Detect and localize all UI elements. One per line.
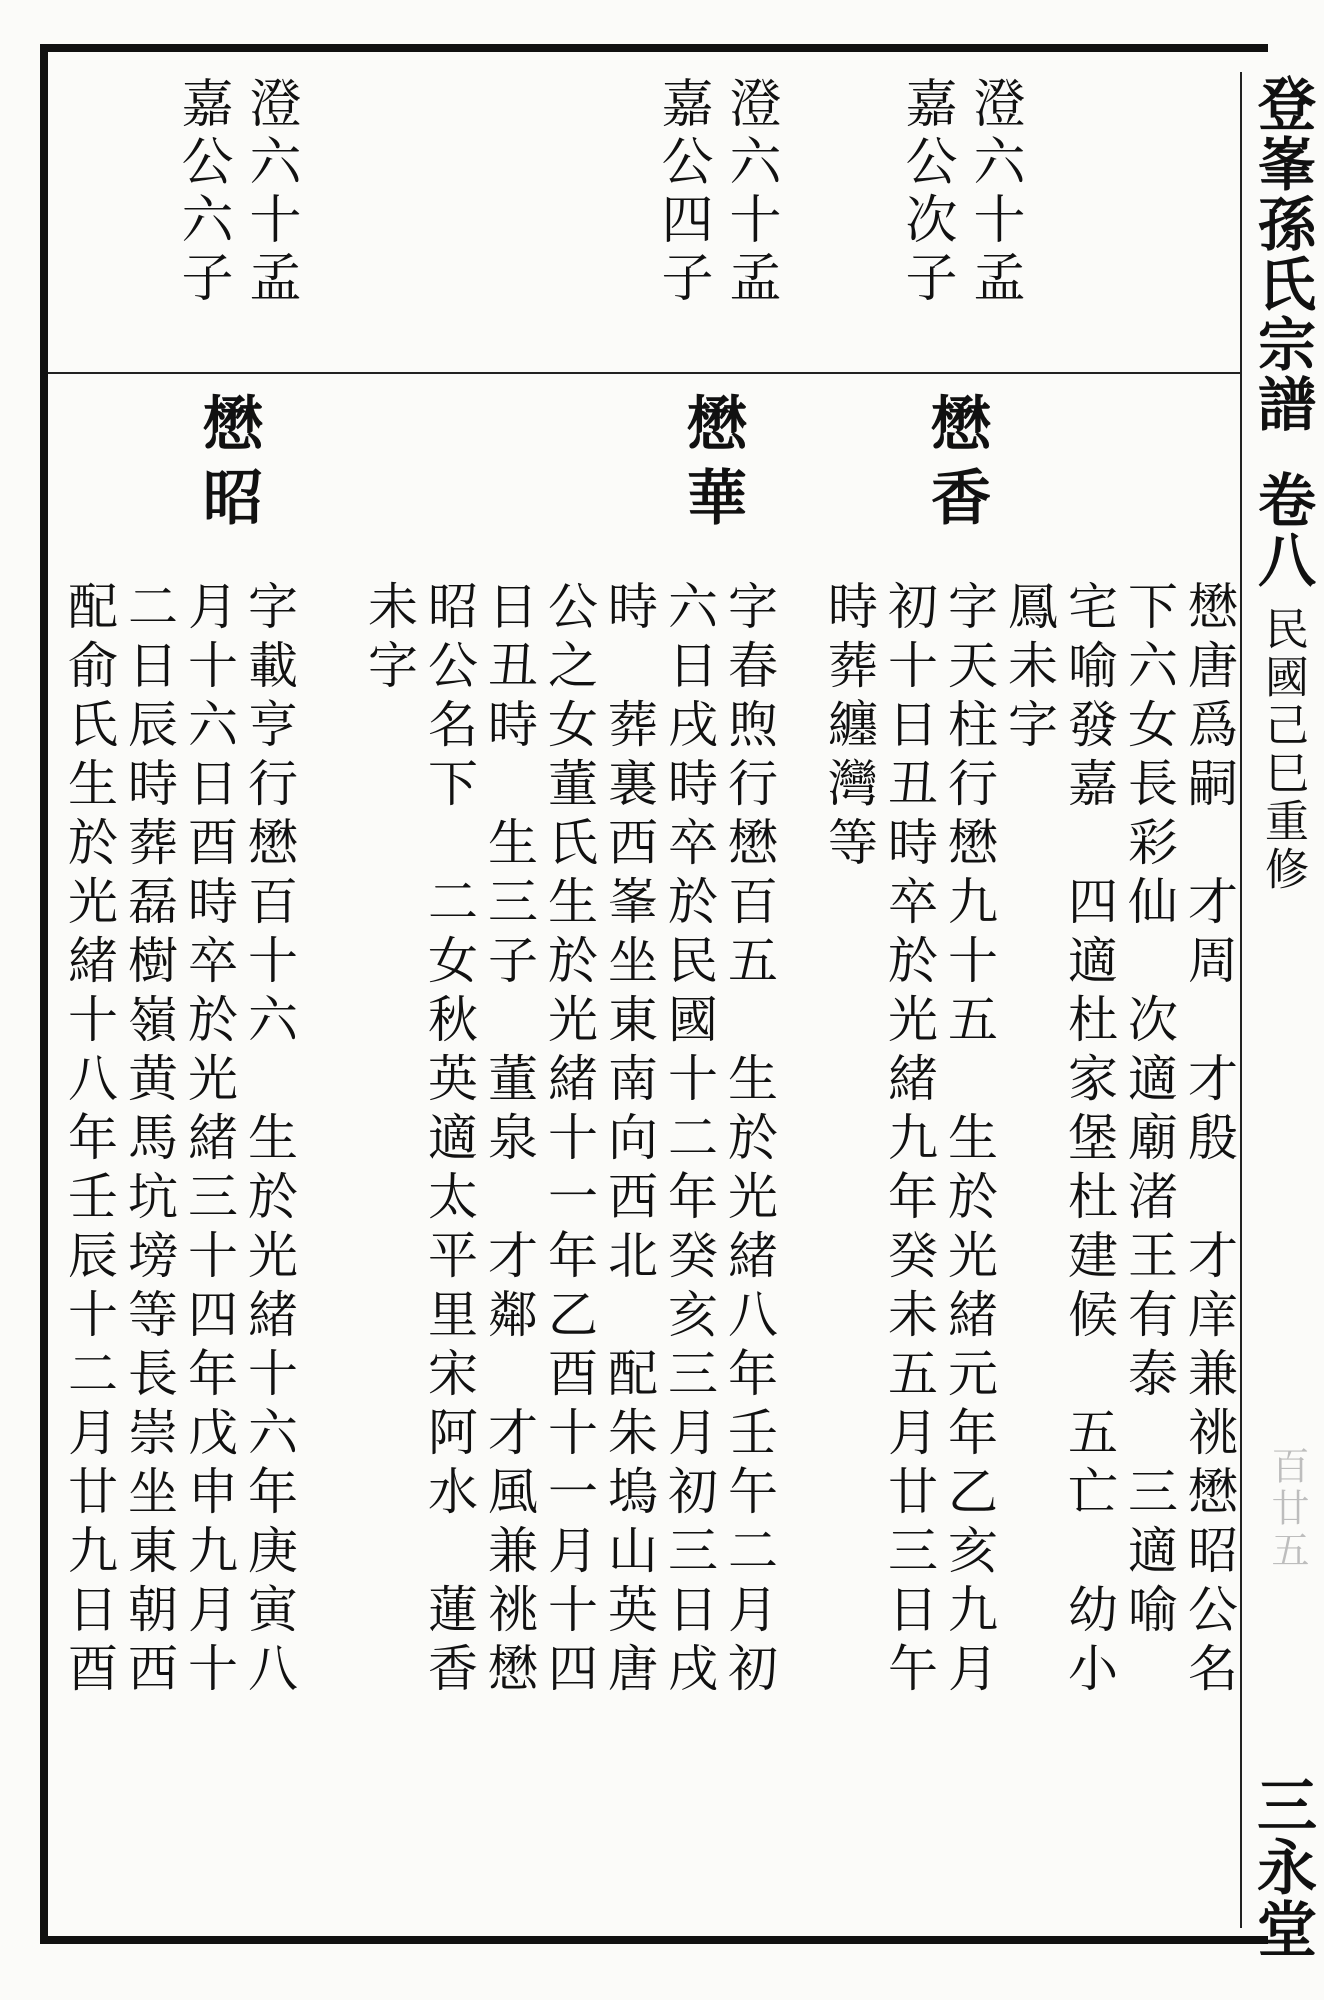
entry-text-line: 月十六日酉時卒於光緒三十四年戊申九月十 [180, 580, 238, 1701]
entry-text-line: 二日辰時葬磊樹嶺黄馬坑塝等長崇坐東朝西 [120, 580, 178, 1701]
gen-note-2a: 澄六十孟 [720, 76, 780, 308]
entry-text-line: 字春煦行懋百五 生於光緒八年壬午二月初 [720, 580, 778, 1701]
banxin-column [1242, 50, 1317, 1960]
entry-text-line: 宅喻發嘉 四適杜家堡杜建候 五亡 幼小 [1060, 580, 1118, 1701]
edition-note: 民國己巳重修 [1257, 606, 1308, 894]
entry-text-line: 時 葬裏西峯坐東南向西北 配朱塢山英唐 [600, 580, 658, 1701]
volume-label: 卷八 [1248, 470, 1316, 590]
entry-text-line: 昭公名下 二女秋英適太平里宋阿水 蓮香 [420, 580, 478, 1701]
entry-text-line: 下六女長彩仙 次適廟渚王有泰 三適喻 [1120, 580, 1178, 1642]
entry-text-line: 初十日丑時卒於光緒九年癸未五月廿三日午 [880, 580, 938, 1701]
folio-number: 百廿五 [1265, 1446, 1309, 1572]
entry-text-line: 鳳未字 [1000, 580, 1058, 757]
entry-text-line: 字天柱行懋九十五 生於光緒元年乙亥九月 [940, 580, 998, 1701]
person-name: 懋華 [677, 392, 747, 540]
gen-note-1a: 澄六十孟 [964, 76, 1024, 308]
entry-text-line: 字載亨行懋百十六 生於光緒十六年庚寅八 [240, 580, 298, 1701]
entry-text-line: 配俞氏生於光緒十八年壬辰十二月廿九日酉 [60, 580, 118, 1701]
book-title: 登峯孫氏宗譜 [1248, 74, 1316, 434]
entry-text-line: 未字 [360, 580, 418, 698]
entry-text-line: 日丑時 生三子 董泉 才鄰 才風兼祧懋 [480, 580, 538, 1701]
register-divider [48, 372, 1242, 374]
entry-text-line: 時葬纏灣等 [820, 580, 878, 875]
gen-note-2b: 嘉公四子 [652, 76, 712, 308]
entry-text-line: 六日戌時卒於民國十二年癸亥三月初三日戌 [660, 580, 718, 1701]
entry-text-line: 公之女董氏生於光緒十一年乙酉十一月十四 [540, 580, 598, 1701]
entry-text-line: 懋唐爲嗣 才周 才殷 才庠兼祧懋昭公名 [1180, 580, 1238, 1701]
gen-note-3b: 嘉公六子 [172, 76, 232, 308]
hall-name: 三永堂 [1247, 1774, 1317, 1960]
person-name: 懋昭 [193, 392, 263, 540]
gen-note-3a: 澄六十孟 [240, 76, 300, 308]
person-name: 懋香 [921, 392, 991, 540]
gen-note-1b: 嘉公次子 [896, 76, 956, 308]
